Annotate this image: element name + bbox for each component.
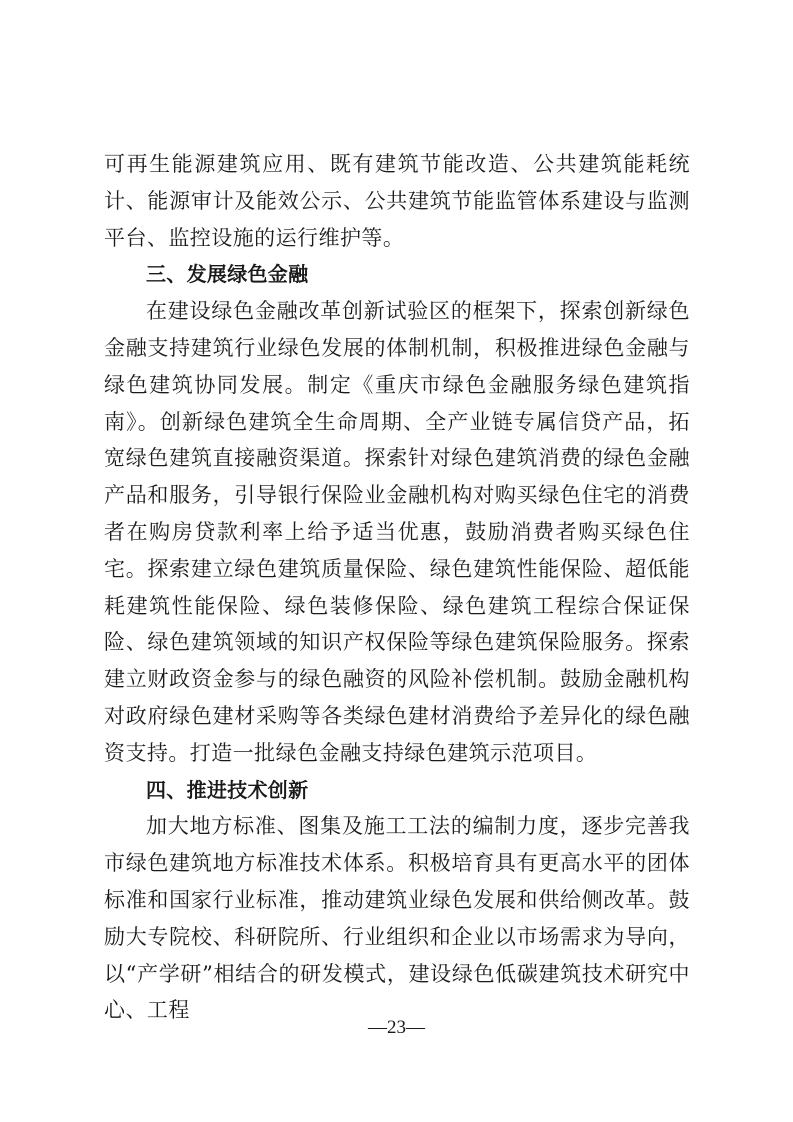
section-heading-tech-innovation: 四、推进技术创新 [146, 777, 309, 802]
section-heading-green-finance: 三、发展绿色金融 [146, 262, 309, 287]
paragraph-continuation: 可再生能源建筑应用、既有建筑节能改造、公共建筑能耗统计、能源审计及能效公示、公共建筑节能监管体系建设与监测平台、监控设施的运行维护等。 [104, 152, 690, 250]
page-number: —23— [368, 1017, 425, 1038]
paragraph-tech-innovation: 加大地方标准、图集及施工工法的编制力度，逐步完善我市绿色建筑地方标准技术体系。积极培育具有更高水平的团体标准和国家行业标准，推动建筑业绿色发展和供给侧改革。鼓励大专院校、科研院所、行业组织和企业以市场需求为导向，以“产学研”相结合的研发模式，建设绿色低碳建筑技术研究中心、工程 [104, 814, 690, 1023]
document-body [104, 146, 690, 1029]
paragraph-green-finance: 在建设绿色金融改革创新试验区的框架下，探索创新绿色金融支持建筑行业绿色发展的体制机制，积极推进绿色金融与绿色建筑协同发展。制定《重庆市绿色金融服务绿色建筑指南》。创新绿色建筑全生命周期、全产业链专属信贷产品，拓宽绿色建筑直接融资渠道。探索针对绿色建筑消费的绿色金融产品和服务，引导银行保险业金融机构对购买绿色住宅的消费者在购房贷款利率上给予适当优惠，鼓励消费者购买绿色住宅。探索建立绿色建筑质量保险、绿色建筑性能保险、超低能耗建筑性能保险、绿色装修保险、绿色建筑工程综合保证保险、绿色建筑领域的知识产权保险等绿色建筑保险服务。探索建立财政资金参与的绿色融资的风险补偿机制。鼓励金融机构对政府绿色建材采购等各类绿色建材消费给予差异化的绿色融资支持。打造一批绿色金融支持绿色建筑示范项目。 [104, 299, 690, 765]
